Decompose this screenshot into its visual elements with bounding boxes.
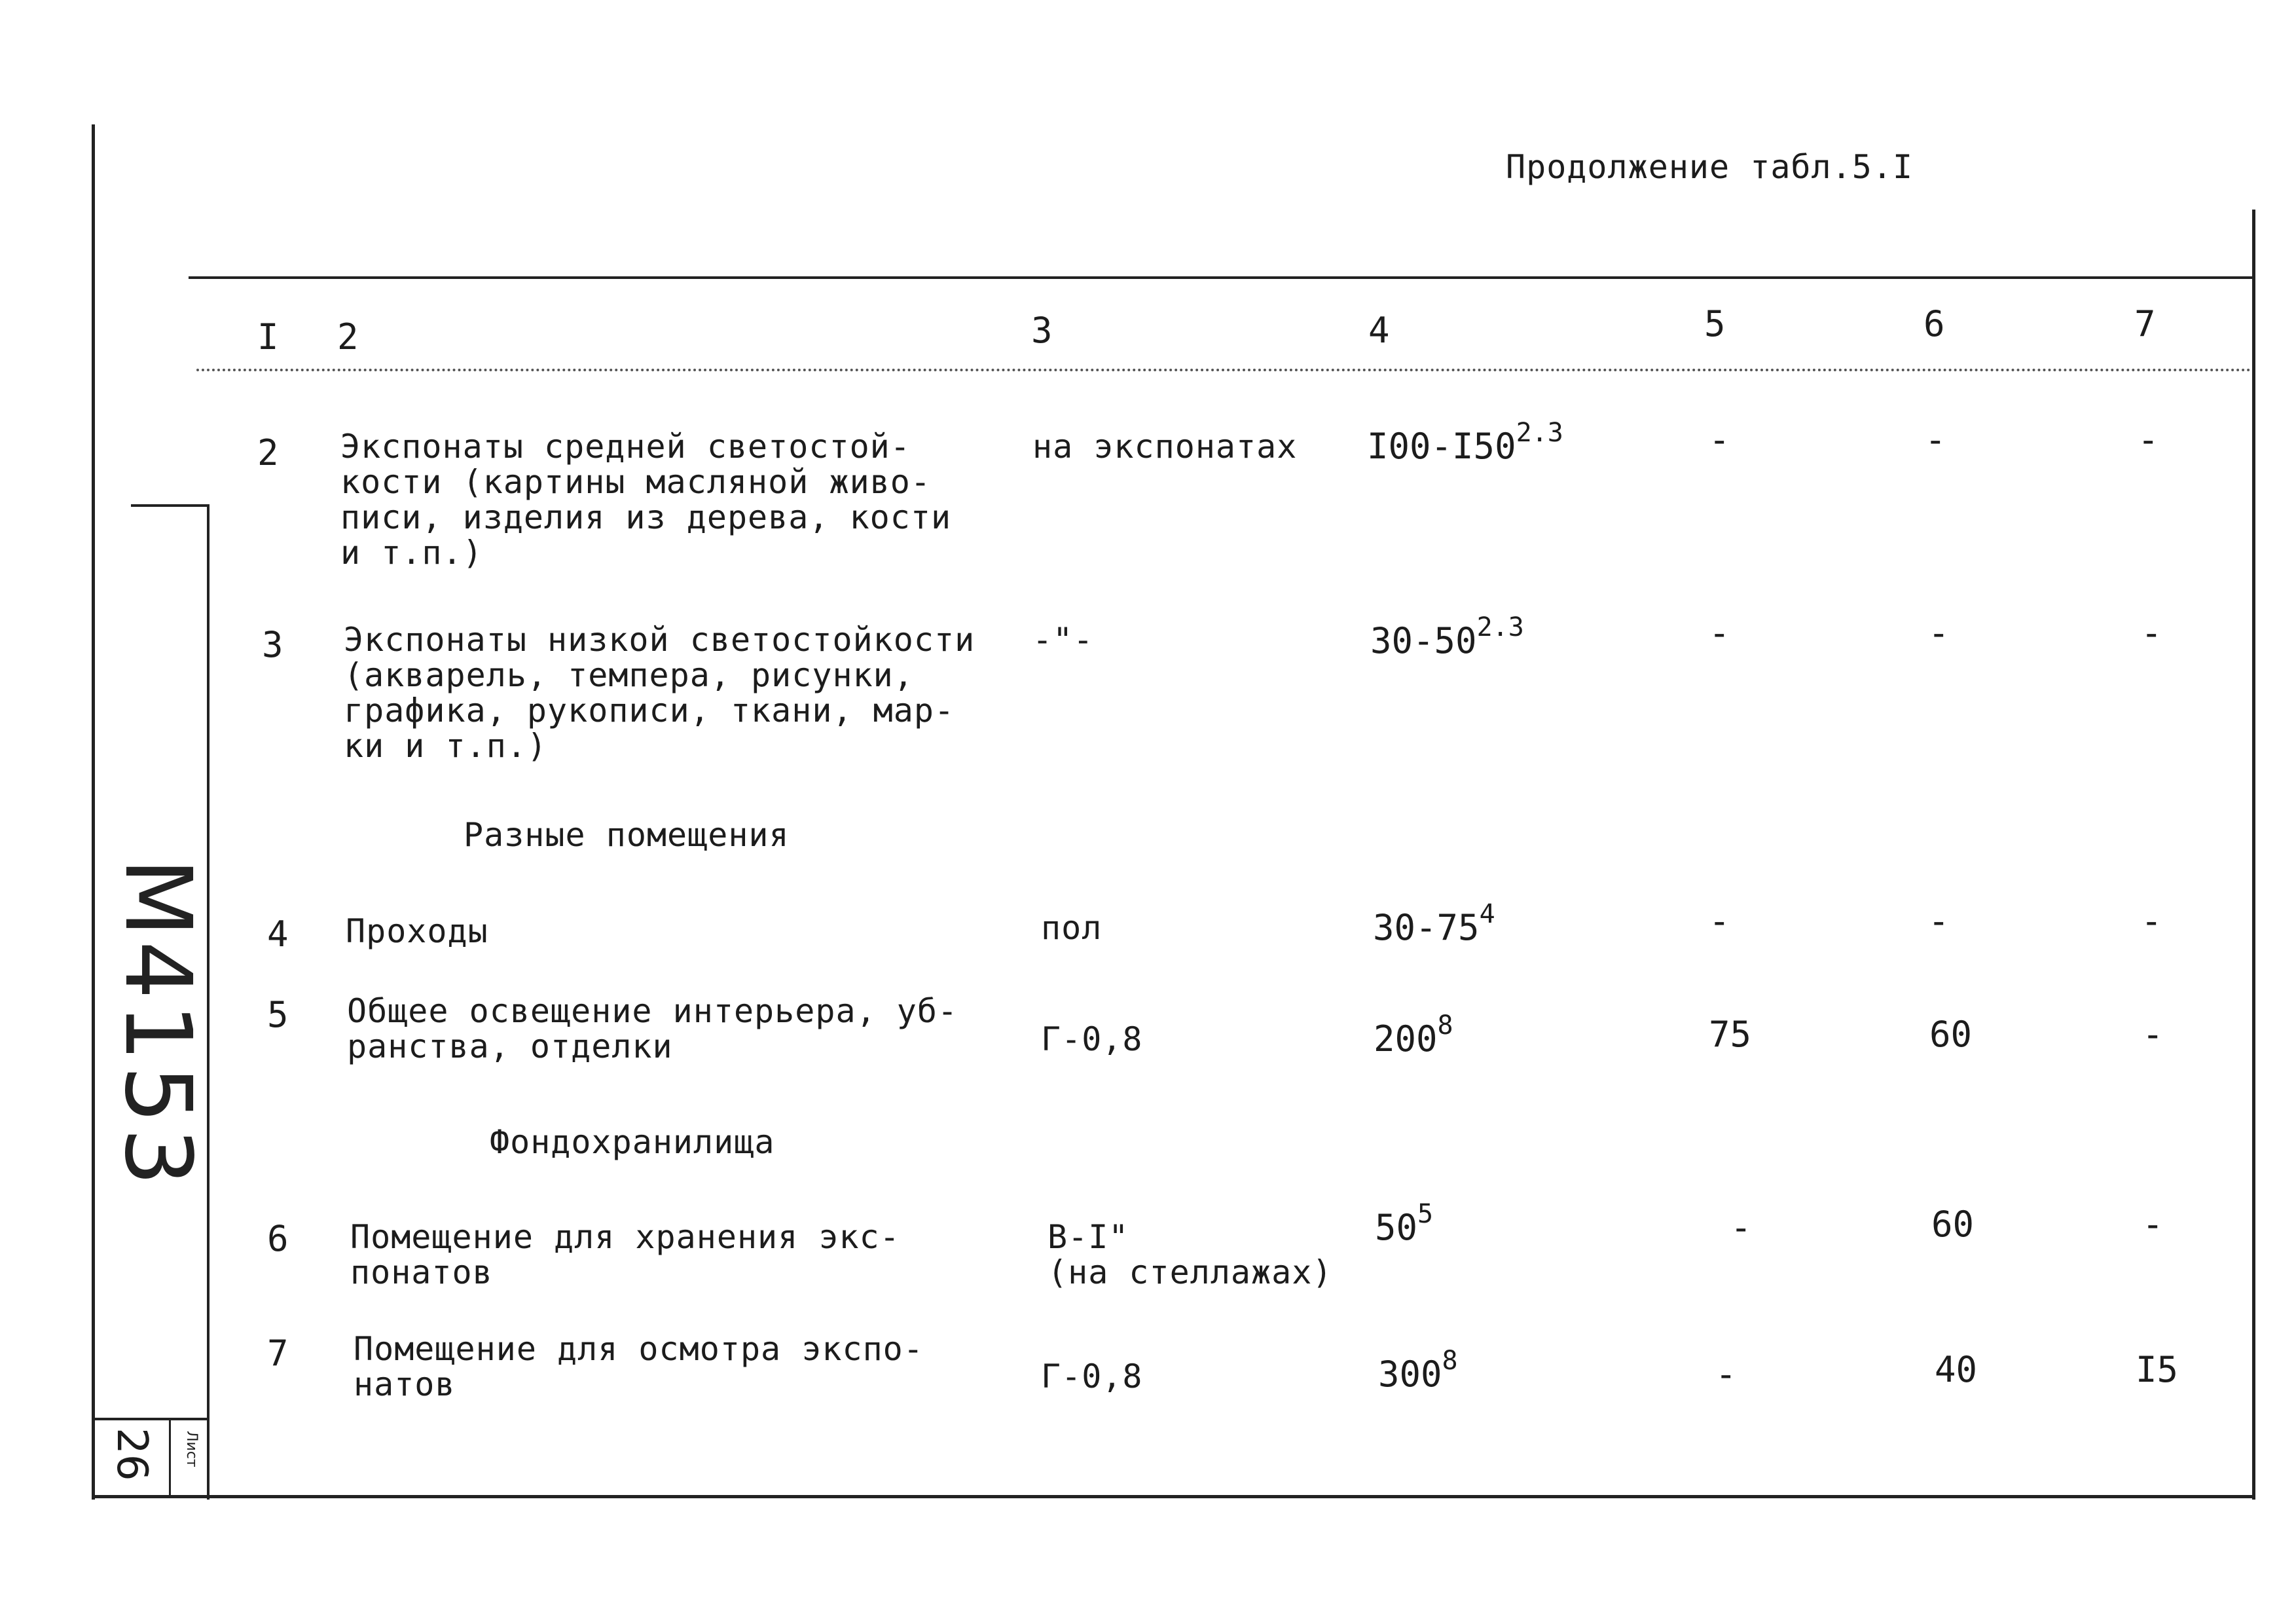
row-col6: 40 (1935, 1349, 1978, 1390)
row-name: Помещение для осмотра экспо- натов (354, 1330, 924, 1403)
sheet-number: 26 (107, 1428, 156, 1481)
row-number: 7 (267, 1333, 289, 1374)
row-col3: Г-0,8 (1041, 1020, 1143, 1058)
row-col7: - (2142, 1014, 2164, 1055)
col-header-2: 2 (337, 316, 359, 358)
col-header-6: 6 (1923, 303, 1945, 344)
row-col4: $30-75^4$ (1373, 899, 1495, 948)
row-col3: пол (1041, 909, 1102, 947)
row-name: Помещение для хранения экс- понатов (350, 1218, 900, 1291)
row-col5: - (1715, 1354, 1737, 1395)
row-col4: $I00-I50^{2.3}$ (1367, 418, 1563, 467)
row-col3: В-I" (на стеллажах) (1048, 1218, 1333, 1291)
row-number: 2 (257, 432, 279, 473)
row-col6: - (1925, 419, 1946, 460)
row-col6: 60 (1931, 1204, 1975, 1245)
table-caption: Продолжение табл.5.I (1506, 148, 1914, 186)
sheet-label: Лист (183, 1431, 200, 1467)
col-header-5: 5 (1704, 303, 1726, 344)
row-col4: $300^8$ (1378, 1346, 1458, 1395)
row-col7: I5 (2136, 1349, 2179, 1390)
row-number: 4 (267, 913, 289, 955)
col-header-7: 7 (2134, 303, 2156, 344)
stamp-box-top (131, 504, 210, 507)
document-code: M4153 (104, 858, 211, 1190)
row-col5: - (1709, 900, 1730, 942)
col-header-1: I (257, 316, 279, 358)
section-heading-misc: Разные помещения (464, 816, 790, 854)
row-col5: - (1709, 612, 1730, 654)
row-col5: - (1730, 1207, 1752, 1248)
table-top-rule (189, 276, 2254, 279)
row-col5: 75 (1709, 1014, 1752, 1055)
row-col7: - (2141, 612, 2162, 654)
row-col4: $50^5$ (1375, 1199, 1434, 1248)
row-number: 3 (262, 624, 283, 665)
row-number: 5 (267, 994, 289, 1035)
col-header-4: 4 (1368, 310, 1390, 351)
stamp-box-mid (169, 1418, 171, 1496)
row-col6: - (1928, 900, 1950, 942)
row-name: Проходы (346, 912, 488, 950)
row-name: Экспонаты низкой светостойкости (акварель, темпера, рисунки, графика, рукописи, ткани, мар- ки и т.п.) (344, 621, 975, 765)
row-col7: - (2141, 900, 2162, 942)
col-header-3: 3 (1031, 310, 1053, 351)
stamp-box-divider (92, 1418, 210, 1420)
row-col5: - (1709, 419, 1730, 460)
right-margin-line (2252, 210, 2255, 1500)
row-col4: $200^8$ (1374, 1010, 1453, 1060)
row-name: Экспонаты средней светостой- кости (картины масляной живо- писи, изделия из дерева, кости и т.п.) (340, 428, 952, 572)
row-col6: 60 (1929, 1014, 1973, 1055)
row-col3: -"- (1032, 621, 1094, 659)
row-col4: $30-50^{2.3}$ (1370, 612, 1524, 661)
row-col3: на экспонатах (1032, 428, 1298, 466)
row-col7: - (2142, 1204, 2164, 1245)
row-col6: - (1928, 612, 1950, 654)
row-number: 6 (267, 1218, 289, 1259)
header-separator (196, 369, 2252, 371)
section-heading-storage: Фондохранилища (490, 1123, 775, 1161)
row-col3: Г-0,8 (1041, 1357, 1143, 1395)
row-col7: - (2138, 419, 2159, 460)
left-margin-line (92, 124, 95, 1500)
bottom-rule (92, 1495, 2255, 1498)
row-name: Общее освещение интерьера, уб- ранства, отделки (347, 992, 958, 1065)
